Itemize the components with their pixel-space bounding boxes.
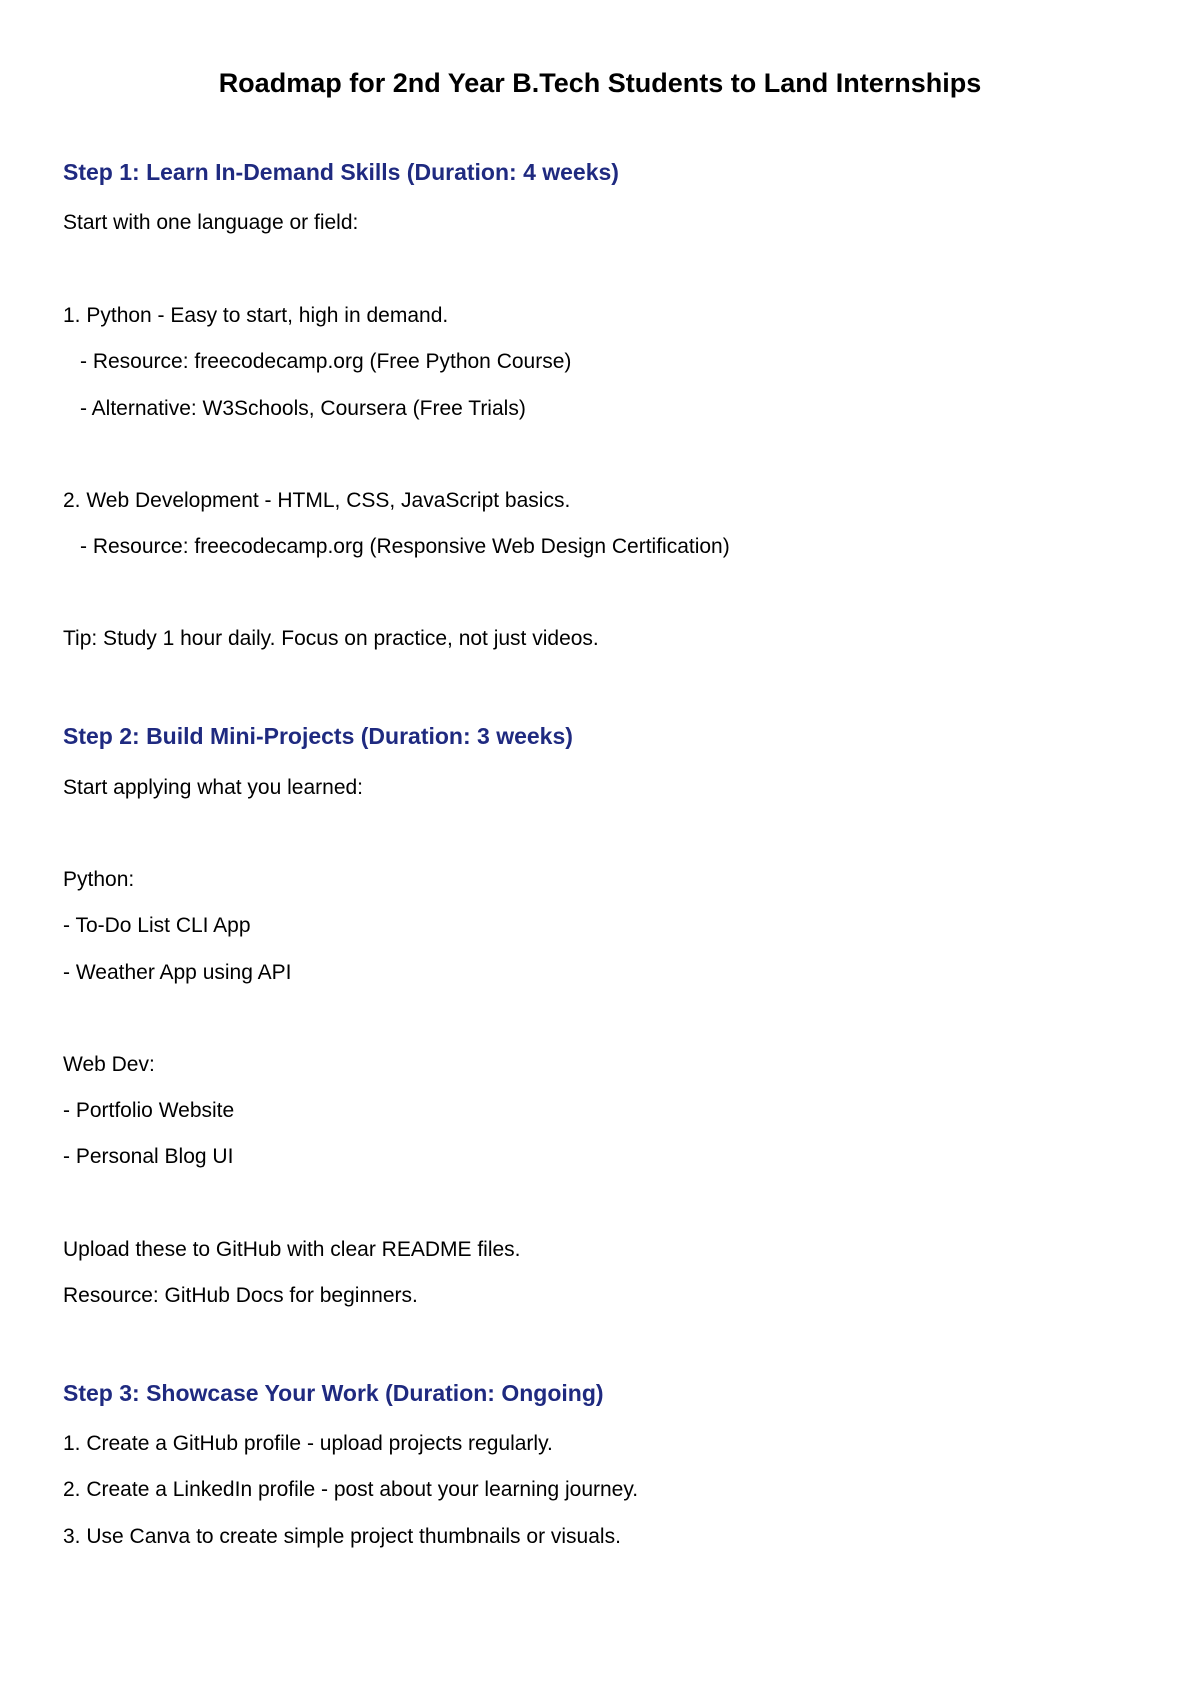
- step-2-intro: Start applying what you learned:: [63, 776, 364, 799]
- step-2-resource: Resource: GitHub Docs for beginners.: [63, 1284, 418, 1307]
- step-2-python-project-2: - Weather App using API: [63, 961, 292, 984]
- step-2-webdev-project-1: - Portfolio Website: [63, 1099, 235, 1122]
- step-2-webdev-label: Web Dev:: [63, 1053, 155, 1076]
- step-3-item-3: 3. Use Canva to create simple project thumbnails or visuals.: [63, 1525, 621, 1548]
- step-1-tip: Tip: Study 1 hour daily. Focus on practice, not just videos.: [63, 627, 599, 650]
- step-1-item-python: 1. Python - Easy to start, high in demand.: [63, 304, 449, 327]
- step-2-heading: Step 2: Build Mini-Projects (Duration: 3 weeks): [63, 723, 573, 749]
- step-1-webdev-resource: - Resource: freecodecamp.org (Responsive Web Design Certification): [80, 535, 730, 558]
- step-3-item-2: 2. Create a LinkedIn profile - post about your learning journey.: [63, 1478, 639, 1501]
- step-3-item-1: 1. Create a GitHub profile - upload projects regularly.: [63, 1432, 553, 1455]
- step-2-webdev-project-2: - Personal Blog UI: [63, 1145, 234, 1168]
- step-1-heading: Step 1: Learn In-Demand Skills (Duration: 4 weeks): [63, 159, 619, 185]
- step-1-python-alternative: - Alternative: W3Schools, Coursera (Free Trials): [80, 397, 526, 420]
- step-2-python-label: Python:: [63, 868, 135, 891]
- step-3-heading: Step 3: Showcase Your Work (Duration: Ongoing): [63, 1380, 604, 1406]
- step-1-item-webdev: 2. Web Development - HTML, CSS, JavaScript basics.: [63, 489, 571, 512]
- document-title: Roadmap for 2nd Year B.Tech Students to Land Internships: [218, 68, 982, 98]
- step-2-upload-note: Upload these to GitHub with clear README files.: [63, 1238, 521, 1261]
- step-1-intro: Start with one language or field:: [63, 211, 359, 234]
- step-2-python-project-1: - To-Do List CLI App: [63, 914, 251, 937]
- step-1-python-resource: - Resource: freecodecamp.org (Free Python Course): [80, 350, 572, 373]
